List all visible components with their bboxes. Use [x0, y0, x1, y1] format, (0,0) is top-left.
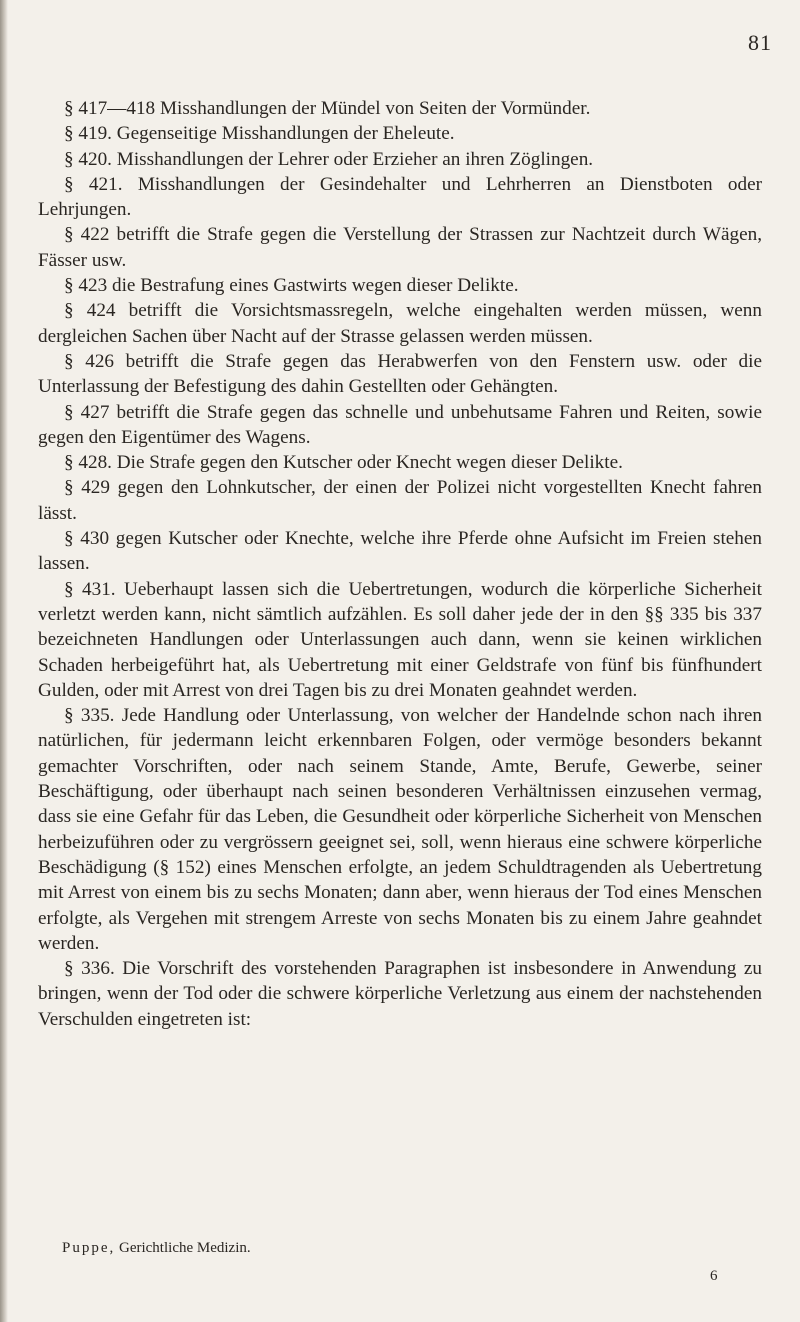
paragraph: § 429 gegen den Lohnkutscher, der einen der Polizei nicht vorgestellten Knecht fahren lässt.: [38, 477, 762, 524]
footer-author: Puppe,: [62, 1240, 116, 1256]
paragraph: § 336. Die Vorschrift des vorstehenden Paragraphen ist insbesondere in Anwendung zu bringen, wenn der Tod oder die schwere körperliche Verletzung aus einem der nachstehenden Verschulden eingetreten ist:: [38, 958, 762, 1030]
paragraph: § 428. Die Strafe gegen den Kutscher oder Knecht wegen dieser Delikte.: [64, 452, 623, 474]
paragraph: § 335. Jede Handlung oder Unterlassung, von welcher der Handelnde schon nach ihren natürlichen, für jedermann leicht erkennbaren Folgen, oder vermöge besonders bekannt gemachter Vorschriften, oder nach seinem Stande, Amte, Berufe, Gewerbe, seiner Beschäftigung, oder überhaupt nach seinen besonderen Verhältnissen einzusehen vermag, dass sie eine Gefahr für das Leben, die Gesundheit oder körperliche Sicherheit von Menschen herbeizuführen oder zu vergrössern geeignet sei, soll, wenn hieraus eine schwere körperliche Beschädigung (§ 152) eines Menschen erfolgte, an jedem Schuldtragenden als Uebertretung mit Arrest von einem bis zu sechs Monaten; dann aber, wenn hieraus der Tod eines Menschen erfolgte, als Vergehen mit strengem Arreste von sechs Monaten bis zu einem Jahre geahndet werden.: [38, 705, 762, 954]
paragraph: § 423 die Bestrafung eines Gastwirts wegen dieser Delikte.: [64, 275, 519, 297]
footer-title: Gerichtliche Medizin.: [119, 1240, 251, 1256]
body-text: [38, 96, 762, 1032]
footer: [62, 1240, 748, 1257]
signature-mark: 6: [710, 1268, 718, 1284]
paragraph: § 422 betrifft die Strafe gegen die Verstellung der Strassen zur Nachtzeit durch Wägen, Fässer usw.: [38, 224, 762, 271]
paragraph: § 421. Misshandlungen der Gesindehalter und Lehrherren an Dienstboten oder Lehrjungen.: [38, 173, 762, 221]
paragraph: § 417—418 Misshandlungen der Mündel von Seiten der Vormünder.: [64, 98, 591, 119]
paragraph: § 426 betrifft die Strafe gegen das Herabwerfen von den Fenstern usw. oder die Unterlassung der Befestigung des dahin Gestellten oder Gehängten.: [38, 350, 762, 398]
page-binding-edge: [0, 0, 8, 1322]
paragraph: § 419. Gegenseitige Misshandlungen der Eheleute.: [64, 123, 455, 145]
paragraph: § 427 betrifft die Strafe gegen das schnelle und unbehutsame Fahren und Reiten, sowie gegen den Eigentümer des Wagens.: [38, 401, 762, 448]
paragraph: § 424 betrifft die Vorsichtsmassregeln, welche eingehalten werden müssen, wenn dergleichen Sachen über Nacht auf der Strasse gelassen werden müssen.: [38, 300, 762, 347]
paragraph: § 430 gegen Kutscher oder Knechte, welche ihre Pferde ohne Aufsicht im Freien stehen lassen.: [38, 528, 762, 575]
paragraph: § 420. Misshandlungen der Lehrer oder Erzieher an ihren Zöglingen.: [64, 148, 594, 170]
page-number: 81: [748, 30, 772, 55]
paragraph: § 431. Ueberhaupt lassen sich die Uebertretungen, wodurch die körperliche Sicherheit verletzt werden kann, nicht sämtlich aufzählen. Es soll daher jede der in den §§ 335 bis 337 bezeichneten Handlungen oder Unterlassungen auch dann, wenn sie keinen wirklichen Schaden herbeigeführt hat, als Uebertretung mit einer Geldstrafe von fünf bis fünfhundert Gulden, oder mit Arrest von drei Tagen bis zu drei Monaten geahndet werden.: [38, 578, 762, 701]
